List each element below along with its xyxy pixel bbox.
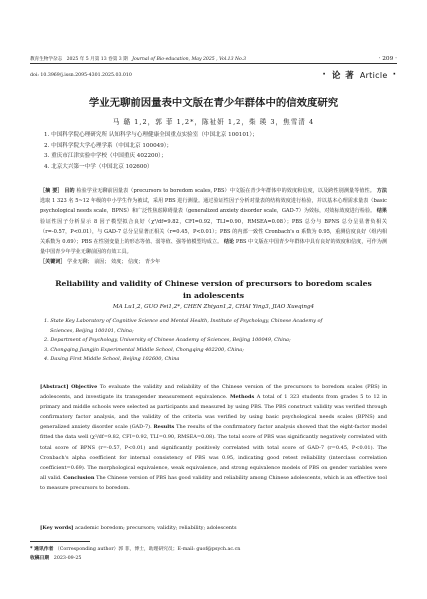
received-date: 2023-09-25	[53, 556, 82, 561]
en-title-line-2: in adolescents	[182, 290, 245, 300]
footnote	[30, 545, 397, 563]
section-label-en: Article	[359, 70, 388, 80]
cn-method-text: 选取 1 323 名 5~12 年级的中小学生作为被试，采用 PBS 进行测量。通过验证性因子分析对量表的结构效度进行检验，并以基本心理需求量表（basic psychological needs scale，BPNS）和广泛性焦虑障碍量表（generalized anxiety disorder scale，GAD-7）为效标，对效标效度进行检验。	[40, 198, 387, 215]
footnote-divider	[30, 541, 90, 542]
cn-affiliation-1: 1. 中国科学院心理研究所 认知科学与心理健康全国重点实验室（中国北京 100101）；	[44, 132, 258, 138]
cn-keywords-text: 学业无聊； 前因； 效度； 信度； 青少年	[67, 259, 161, 265]
en-results-label: Results	[153, 424, 175, 431]
chinese-keywords	[40, 257, 387, 267]
page-number: · 209 ·	[378, 56, 397, 62]
en-objective-text: To evaluate the validity and reliability of the Chinese version of the precursors to boredom scales (PBS) in adolescents, and investigate its transgender measurement equivalence.	[40, 384, 387, 401]
en-title-line-1: Reliability and validity of Chinese version of precursors to boredom scales	[55, 279, 372, 288]
en-abstract-label: [Abstract]	[40, 384, 69, 390]
journal-name-cn: 教育生物学杂志	[30, 57, 63, 62]
chinese-authors: 马 璐 1,2，郭 菲 1,2*，陈祉妍 1,2，柴 瑛 3，焦雪清 4	[112, 118, 315, 126]
en-affiliation-4: 4. Daxing First Middle School, Beijing 102600, China	[44, 356, 180, 363]
chinese-title: 学业无聊前因量表中文版在青少年群体中的信效度研究	[88, 97, 339, 109]
received-date-note	[30, 554, 397, 563]
en-affiliation-1b: Sciences, Beijing 100101, China;	[50, 327, 134, 334]
doi-row	[30, 68, 397, 82]
cn-keywords-label: ［关键词］	[40, 259, 66, 265]
corr-label: * 通讯作者	[30, 547, 54, 552]
corr-text: （Corresponding author）郭 菲，博士，助理研究员；E-mail: guof@psych.ac.cn	[54, 547, 241, 552]
en-conclusion-label: Conclusion	[63, 474, 95, 481]
en-keywords-text: academic boredom; precursors; validity; reliability; adolescents	[74, 525, 237, 531]
section-tag	[322, 69, 397, 81]
en-results-text: The results of the confirmatory factor analysis showed that the eight-factor model fitted the data well (χ²/df=9.82, CFI=0.92, TLI=0.90, RMSEA=0.08). The total score of PBS was significantly negatively correlated with total score of BPNS (r=-0.57, P<0.01) and significantly positively correlated with total score of GAD-7 (r=0.45, P<0.01). The Cronbach's alpha coefficient for internal consistency of PBS was 0.95, indicating good retest reliability (interclass correlation coefficient=0.69). The morphological equivalence, weak equivalence, and strong equivalence models of PBS on gender variables were all valid.	[40, 424, 388, 481]
english-affiliations	[44, 317, 387, 365]
journal-citation	[30, 56, 246, 62]
corresponding-author-note	[30, 545, 397, 554]
journal-name-en: Journal of Bio-education	[132, 57, 189, 62]
issue-cn: 2025 年 5 月第 13 卷第 3 期	[66, 57, 128, 62]
english-abstract	[40, 382, 387, 493]
received-label: 收稿日期	[30, 556, 50, 561]
cn-objective-text: 检验学业无聊前因量表（precursors to boredom scales, PBS）中文版在青少年群体中的效度和信度，以及跨性别测量等值性。	[76, 188, 375, 194]
section-label-cn: 论 著	[331, 71, 355, 81]
doi-text: doi: 10.3969/j.issn.2095-4301.2025.03.010	[30, 72, 132, 78]
english-authors: MA Lu1,2, GUO Fei1,2*, CHEN Zhiyan1,2, CHAI Ying3, JIAO Xueqing4	[112, 304, 315, 310]
cn-conclusion-text: PBS 中文版在中国青少年群体中具有良好的效度和信度，可作为测量中国青少年学业无聊前因的有效工具。	[40, 239, 387, 256]
en-methods-label: Methods	[229, 394, 255, 401]
en-conclusion-text: The Chinese version of PBS has good validity and reliability among Chinese adolescents, which is an effective tool to measure precursors to boredom.	[40, 474, 387, 491]
en-affiliation-3: 3. Chongqing Jiangjin Experimental Middle School, Chongqing 402200, China;	[44, 346, 244, 353]
section-dot-start: ·	[322, 70, 327, 80]
cn-objective-label: 目的	[64, 188, 75, 194]
cn-result-text: 验证性因子分析显示 8 因子模型拟合良好（χ²/df=9.82，CFI=0.92，TLI=0.90，RMSEA=0.08）；PBS 总分与 BPNS 总分呈显著负相关（r=-0.57，P<0.01），与 GAD-7 总分呈显著正相关（r=0.45，P<0.01）；PBS 的内部一致性 Cronbach's α 系数为 0.95，重测信度良好（组内相关系数为 0.69）；PBS 在性别变量上的形态等值、弱等值、强等值模型均成立。	[40, 218, 387, 246]
section-dot-end: ·	[392, 70, 397, 80]
issue-en: , May 2025 , Vol.13 No.3	[188, 57, 247, 62]
cn-method-label: 方法	[376, 188, 387, 194]
cn-affiliation-2: 2. 中国科学院大学心理学系（中国北京 100049）；	[44, 142, 173, 149]
running-header	[30, 50, 397, 62]
header-divider	[30, 63, 397, 64]
cn-result-label: 结果	[376, 208, 387, 215]
en-methods-text: A total of 1 323 students from grades 5 to 12 in primary and middle schools were selected as participants and measured by using PBS. The PBS construct validity was verified through confirmatory factor analysis, and the validity of the criteria was verified by using basic psychological needs scales (BPNS) and generalized anxiety disorder scale (GAD-7).	[40, 394, 388, 431]
en-keywords-label: [Key words]	[40, 525, 74, 531]
en-objective-label: Objective	[71, 384, 98, 390]
cn-affiliation-3: 3. 重庆市江津实验中学校（中国重庆 402200）；	[44, 153, 167, 160]
cn-conclusion-label: 结论	[223, 239, 235, 246]
english-keywords	[40, 523, 387, 533]
english-title	[30, 278, 397, 301]
chinese-abstract	[40, 186, 387, 257]
cn-affiliation-4: 4. 北京大兴第一中学（中国北京 102600）	[44, 163, 153, 170]
chinese-affiliations	[44, 130, 258, 172]
en-affiliation-2: 2. Department of Psychology, University of Chinese Academy of Sciences, Beijing 100049, China;	[44, 337, 291, 344]
cn-abstract-label: ［摘 要］	[40, 188, 63, 194]
en-affiliation-1a: 1. State Key Laboratory of Cognitive Science and Mental Health, Institute of Psychology, Chinese Academy of	[44, 318, 323, 324]
